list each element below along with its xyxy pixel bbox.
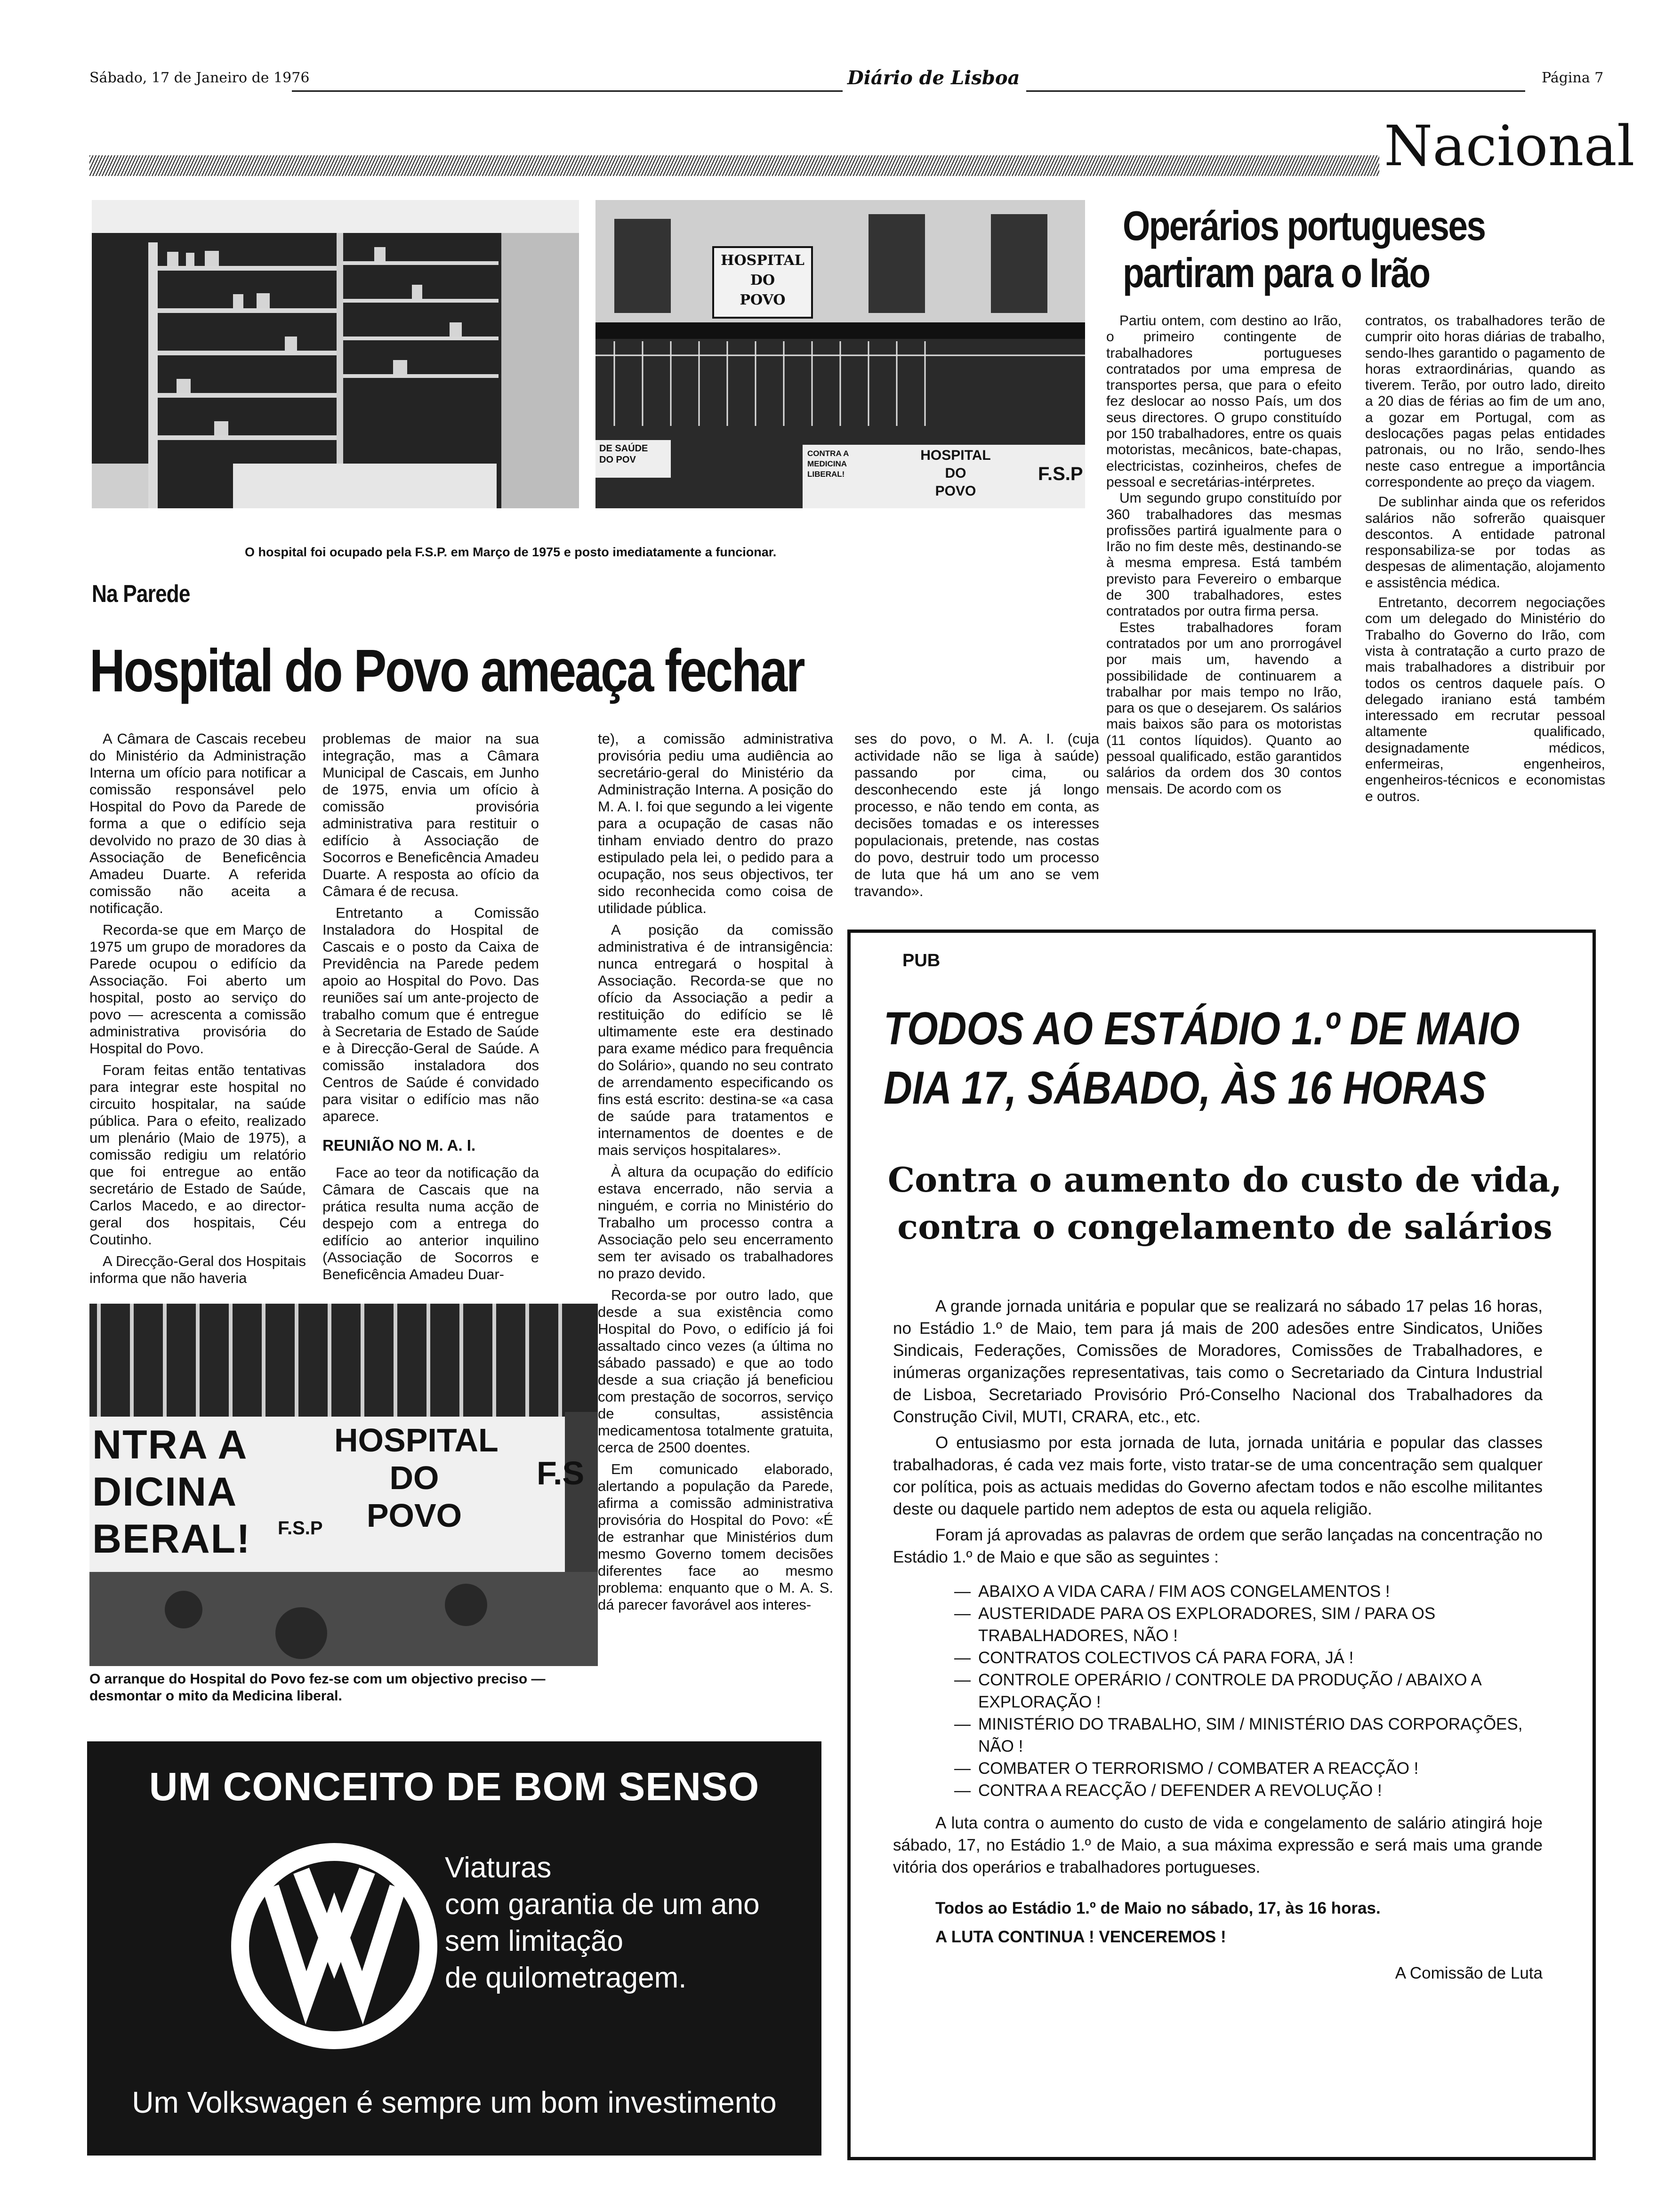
dash: — (954, 1604, 971, 1623)
volkswagen-ad (87, 1741, 821, 2156)
article-headline: Hospital do Povo ameaça fechar (89, 637, 804, 705)
pharmacy-shelves-image (92, 200, 579, 508)
hospital-col-4 (854, 730, 1099, 900)
paragraph: Estes trabalhadores foram contratados por um ano prorrogável por mais um, havendo a possibilidade de continuarem a trabalhar por mais tempo no Irão, para os que o desejarem. Os salários mais baixos são para os motoristas (11 contos líquidos). Quanto ao pessoal qualificado, estão garantidos salários da ordem dos 30 contos mensais. De acordo com os (1106, 619, 1342, 797)
slogan-item (954, 1713, 1543, 1757)
masthead: Diário de Lisboa (847, 67, 1020, 89)
pub-final-line-2: A LUTA CONTINUA ! VENCEREMOS ! (935, 1928, 1226, 1946)
pub-final-line-1: Todos ao Estádio 1.º de Maio no sábado, 17, às 16 horas. (935, 1899, 1381, 1917)
wall-text-hospital: HOSPITAL DO POVO (334, 1422, 499, 1534)
slogan-item (954, 1669, 1543, 1713)
iran-col-1 (1106, 313, 1342, 797)
slogan-item (954, 1757, 1543, 1779)
page-header (89, 66, 1610, 99)
wall-text-fs: F.S (537, 1455, 585, 1491)
paragraph: De sublinhar ainda que os referidos salários não sofrerão quaisquer descontos. A entidade patronal responsabiliza-se por todas as despesas de alimentação, alojamento e assistência médica. (1365, 494, 1605, 591)
paragraph: ses do povo, o M. A. I. (cuja actividade não se liga à saúde) passando por cima, ou desconhecendo este já longo processo, e não tendo em conta, as decisões tomadas e os interesses populacionais, pretende, nas costas do povo, destruir todo um processo de luta que há um ano se vem travando». (854, 730, 1099, 899)
slogan-text: CONTRA A REACÇÃO / DEFENDER A REVOLUÇÃO ! (978, 1781, 1382, 1800)
paragraph: Entretanto, decorrem negociações com um delegado do Ministério do Trabalho do Governo do Irão, com vista à contratação a curto prazo de mais trabalhadores a distribuir por todos os centros daquele país. O delegado iraniano está também interessado em recrutar pessoal altamente qualificado, designadamente médicos, enfermeiras, engenheiros, engenheiros-técnicos e economistas e outros. (1365, 595, 1605, 804)
slogan-text: MINISTÉRIO DO TRABALHO, SIM / MINISTÉRIO DAS CORPORAÇÕES, NÃO ! (978, 1715, 1523, 1755)
hospital-sign: HOSPITAL DO POVO (721, 252, 804, 308)
dash: — (954, 1582, 971, 1601)
pub-paragraph: A luta contra o aumento do custo de vida e congelamento de salário atingirá hoje sábado, 17, no Estádio 1.º de Maio, a sua máxima expressão e será mais uma grande vitória dos operários e trabalhadores portugueses. (893, 1814, 1543, 1876)
wall-text-fsp: F.S.P (278, 1518, 323, 1539)
paragraph: A Direcção-Geral dos Hospitais informa que não haveria (89, 1253, 306, 1286)
slogan-item (954, 1647, 1543, 1669)
dash: — (954, 1715, 971, 1733)
paragraph: Em comunicado elaborado, alertando a população da Parede, afirma a comissão administrativa provisória do Hospital do Povo: «É de estranhar que Ministérios dum mesmo Governo tomem decisões diferentes face ao mesmo problema: enquanto que o M. A. S. dá parecer favorável aos interes- (598, 1461, 833, 1613)
pub-paragraph: Foram já aprovadas as palavras de ordem que serão lançadas na concentração no Estádio 1.º de Maio e que são as seguintes : (893, 1526, 1543, 1566)
iran-headline-line-1: Operários portugueses (1123, 202, 1485, 249)
bottom-photo-caption: O arranque do Hospital do Povo fez-se com um objectivo preciso — desmontar o mito da Medicina liberal. (89, 1671, 546, 1704)
vw-line-4: de quilometragem. (445, 1962, 687, 1994)
paragraph: Face ao teor da notificação da Câmara de Cascais que na prática resulta numa acção de despejo com a entrega do edifício ao anterior inquilino (Associação de Socorros e Beneficência Amadeu Duar- (322, 1164, 539, 1282)
vw-line-2: com garantia de um ano (445, 1888, 760, 1921)
paragraph: Foram feitas então tentativas para integrar este hospital no circuito hospitalar, na saúde pública. Para o efeito, realizado um plenário (Maio de 1975), a comissão redigiu um relatório que foi entregue ao então secretário de Estado de Saúde, Carlos Macedo, e ao director-geral dos hospitais, Céu Coutinho. (89, 1062, 306, 1248)
top-photo-caption: O hospital foi ocupado pela F.S.P. em Março de 1975 e posto imediatamente a funcionar. (245, 545, 777, 559)
vw-headline: UM CONCEITO DE BOM SENSO (149, 1764, 760, 1809)
subhead: REUNIÃO NO M. A. I. (322, 1137, 476, 1154)
slogan-list (954, 1580, 1543, 1802)
iran-headline (1123, 202, 1485, 297)
banner-hospital: HOSPITAL DO POVO (920, 448, 991, 499)
slogan-text: ABAIXO A VIDA CARA / FIM AOS CONGELAMENTOS ! (978, 1582, 1390, 1601)
slogan-item (954, 1779, 1543, 1802)
pub-body (893, 1295, 1543, 1984)
dash: — (954, 1759, 971, 1778)
slogan-item (954, 1603, 1543, 1647)
banner-fsp: F.S.P (1038, 464, 1083, 484)
slogan-item (954, 1580, 1543, 1603)
paragraph: À altura da ocupação do edifício estava encerrado, não servia a ninguém, e corria no Ministério do Trabalho um processo contra a Associação pelo seu encerramento sem ter avisado os trabalhadores no prazo devido. (598, 1163, 833, 1282)
pub-box (847, 930, 1596, 2160)
paragraph: Um segundo grupo constituído por 360 trabalhadores das mesmas profissões partirá igualmente para o Irão no fim deste mês, destinando-se à mesma empresa. Está também previsto para Fevereiro o embarque de 300 trabalhadores, estes contratados por outra firma persa. (1106, 490, 1342, 619)
header-rule-left (292, 90, 843, 92)
section-title: Nacional (1384, 113, 1635, 178)
paragraph: Recorda-se por outro lado, que desde a sua existência como Hospital do Povo, o edifício já foi assaltado cinco vezes (a última no sábado passado) e que ao todo desde a sua criação já beneficiou com prestação de socorros, serviço de consultas, assistência medicamentosa totalmente gratuita, cerca de 2500 doentes. (598, 1287, 833, 1456)
dash: — (954, 1671, 971, 1689)
paragraph: Recorda-se que em Março de 1975 um grupo de moradores da Parede ocupou o edifício da Associação. Foi aberto um hospital, posto ao serviço do povo — acrescenta a comissão administrativa provisória do Hospital do Povo. (89, 922, 306, 1057)
paragraph: A posição da comissão administrativa é de intransigência: nunca entregará o hospital à Associação. Recorda-se que no ofício da Associação a pedir a restituição do edifício se lê ultimamente este era destinado para exame médico para frequência do Solário», quando no seu contrato de arrendamento especificando os fins está escrito: destina-se «a casa de saúde para tratamentos e internamentos de doentes e de mais serviços hospitalares». (598, 922, 833, 1158)
header-rule-right (1026, 90, 1525, 92)
paragraph: Entretanto a Comissão Instaladora do Hospital de Cascais e o posto da Caixa de Previdência na Parede pedem apoio ao Hospital do Povo. Das reuniões saí um ante-projecto de trabalho comum que é entregue à Secretaria de Estado de Saúde e à Direcção-Geral de Saúde. A comissão instaladora dos Centros de Saúde é convidado para visitar o edifício mas não aparece. (322, 905, 539, 1124)
slogan-text: CONTRATOS COLECTIVOS CÁ PARA FORA, JÁ ! (978, 1649, 1354, 1667)
hospital-col-3 (598, 730, 833, 1613)
paragraph: te), a comissão administrativa provisória pediu uma audiência ao secretário-geral do Ministério da Administração Interna. A posição do M. A. I. foi que segundo a lei vigente para a ocupação de casas não tinham enviado dentro do prazo estipulado pela lei, o pedido para a ocupação, nos seus objectivos, ter sido reconhecida como coisa de utilidade pública. (598, 730, 833, 916)
iran-col-2 (1365, 313, 1605, 805)
pub-subtitle-line-1: Contra o aumento do custo de vida, (887, 1160, 1562, 1200)
vw-tagline: Um Volkswagen é sempre um bom investimento (132, 2085, 777, 2119)
wall-graffiti-photo (89, 1304, 598, 1666)
vw-logo-icon (231, 1843, 438, 2050)
hospital-col-2 (322, 730, 539, 1283)
pub-signature: A Comissão de Luta (1395, 1964, 1543, 1982)
section-rule (89, 155, 1379, 176)
paragraph: A Câmara de Cascais recebeu do Ministério da Administração Interna um ofício para notificar a comissão responsável pelo Hospital do Povo da Parede de forma a que o edifício seja devolvido no prazo de 30 dias à Associação de Beneficência Amadeu Duarte. A referida comissão não aceita a notificação. (89, 730, 306, 916)
hospital-facade-photo (595, 200, 1085, 508)
vw-copy (445, 1850, 760, 1996)
iran-headline-line-2: partiram para o Irão (1123, 249, 1430, 296)
paragraph: problemas de maior na sua integração, mas a Câmara Municipal de Cascais, em Junho de 1975, envia um ofício à comissão provisória administrativa para restituir o edifício à Associação de Socorros e Beneficência Amadeu Duarte. A resposta ao ofício da Câmara é de recusa. (322, 730, 539, 899)
banner-saude: DE SAÚDE DO POV (599, 443, 648, 465)
pub-title (884, 999, 1520, 1117)
pub-paragraph: A grande jornada unitária e popular que se realizará no sábado 17 pelas 16 horas, no Estádio 1.º de Maio, tem para já mais de 200 adesões entre Sindicatos, Uniões Sindicais, Federações, Comissões de Moradores, Comissões de Trabalhadores, e inúmeras organizações representativas, tais como o Secretariado da Cintura Industrial de Lisboa, Secretariado Provisório Pró-Conselho Nacional dos Trabalhadores da Construção Civil, MUTI, CRARA, etc., etc. (893, 1297, 1543, 1426)
banner-contra-medicina: CONTRA A MEDICINA LIBERAL! (807, 449, 849, 479)
slogan-text: COMBATER O TERRORISMO / COMBATER A REACÇÃO ! (978, 1759, 1419, 1778)
vw-line-3: sem limitação (445, 1925, 623, 1957)
paragraph: contratos, os trabalhadores terão de cumprir oito horas diárias de trabalho, sendo-lhes garantido o pagamento de horas extraordinárias, quando as tiverem. Terão, por outro lado, direito a 20 dias de férias ao fim de um ano, a gozar em Portugal, com as deslocações pagas pelas entidades patronais, ou no Irão, sendo-lhes neste caso entregue a importância correspondente ao preço da viagem. (1365, 313, 1605, 490)
pub-paragraph: O entusiasmo por esta jornada de luta, jornada unitária e popular das classes trabalhadoras, é cada vez mais forte, visto tratar-se de uma concentração sem qualquer cor política, pois as actuais medidas do Governo afectam todos e não escolhe militantes deste ou daquele partido nem adeptos de esta ou aquela religião. (893, 1434, 1543, 1518)
dash: — (954, 1781, 971, 1800)
pub-subtitle-line-2: contra o congelamento de salários (897, 1207, 1552, 1247)
page-number: Página 7 (1542, 70, 1604, 86)
pub-title-line-2: DIA 17, SÁBADO, ÀS 16 HORAS (884, 1062, 1487, 1114)
issue-date: Sábado, 17 de Janeiro de 1976 (89, 70, 310, 86)
pub-label: PUB (902, 951, 941, 970)
article-kicker: Na Parede (92, 580, 190, 608)
wall-text-left: NTRA A DICINA BERAL! (92, 1422, 251, 1562)
vw-line-1: Viaturas (445, 1851, 552, 1884)
pharmacy-photo (92, 200, 579, 508)
slogan-text: CONTROLE OPERÁRIO / CONTROLE DA PRODUÇÃO / ABAIXO A EXPLORAÇÃO ! (978, 1671, 1481, 1711)
slogan-text: AUSTERIDADE PARA OS EXPLORADORES, SIM / PARA OS TRABALHADORES, NÃO ! (978, 1604, 1436, 1645)
hospital-col-1 (89, 730, 306, 1287)
dash: — (954, 1649, 971, 1667)
pub-title-line-1: TODOS AO ESTÁDIO 1.º DE MAIO (884, 1002, 1520, 1054)
paragraph: Partiu ontem, com destino ao Irão, o primeiro contingente de trabalhadores portugueses contratados por uma empresa de transportes persa, que para o efeito fez deslocar ao nosso País, um dos seus directores. O grupo constituído por 150 trabalhadores, entre os quais motoristas, mecânicos, bate-chapas, electricistas, cozinheiros, chefes de pessoal e secretárias-intérpretes. (1106, 313, 1342, 490)
pub-subtitle (879, 1156, 1571, 1250)
